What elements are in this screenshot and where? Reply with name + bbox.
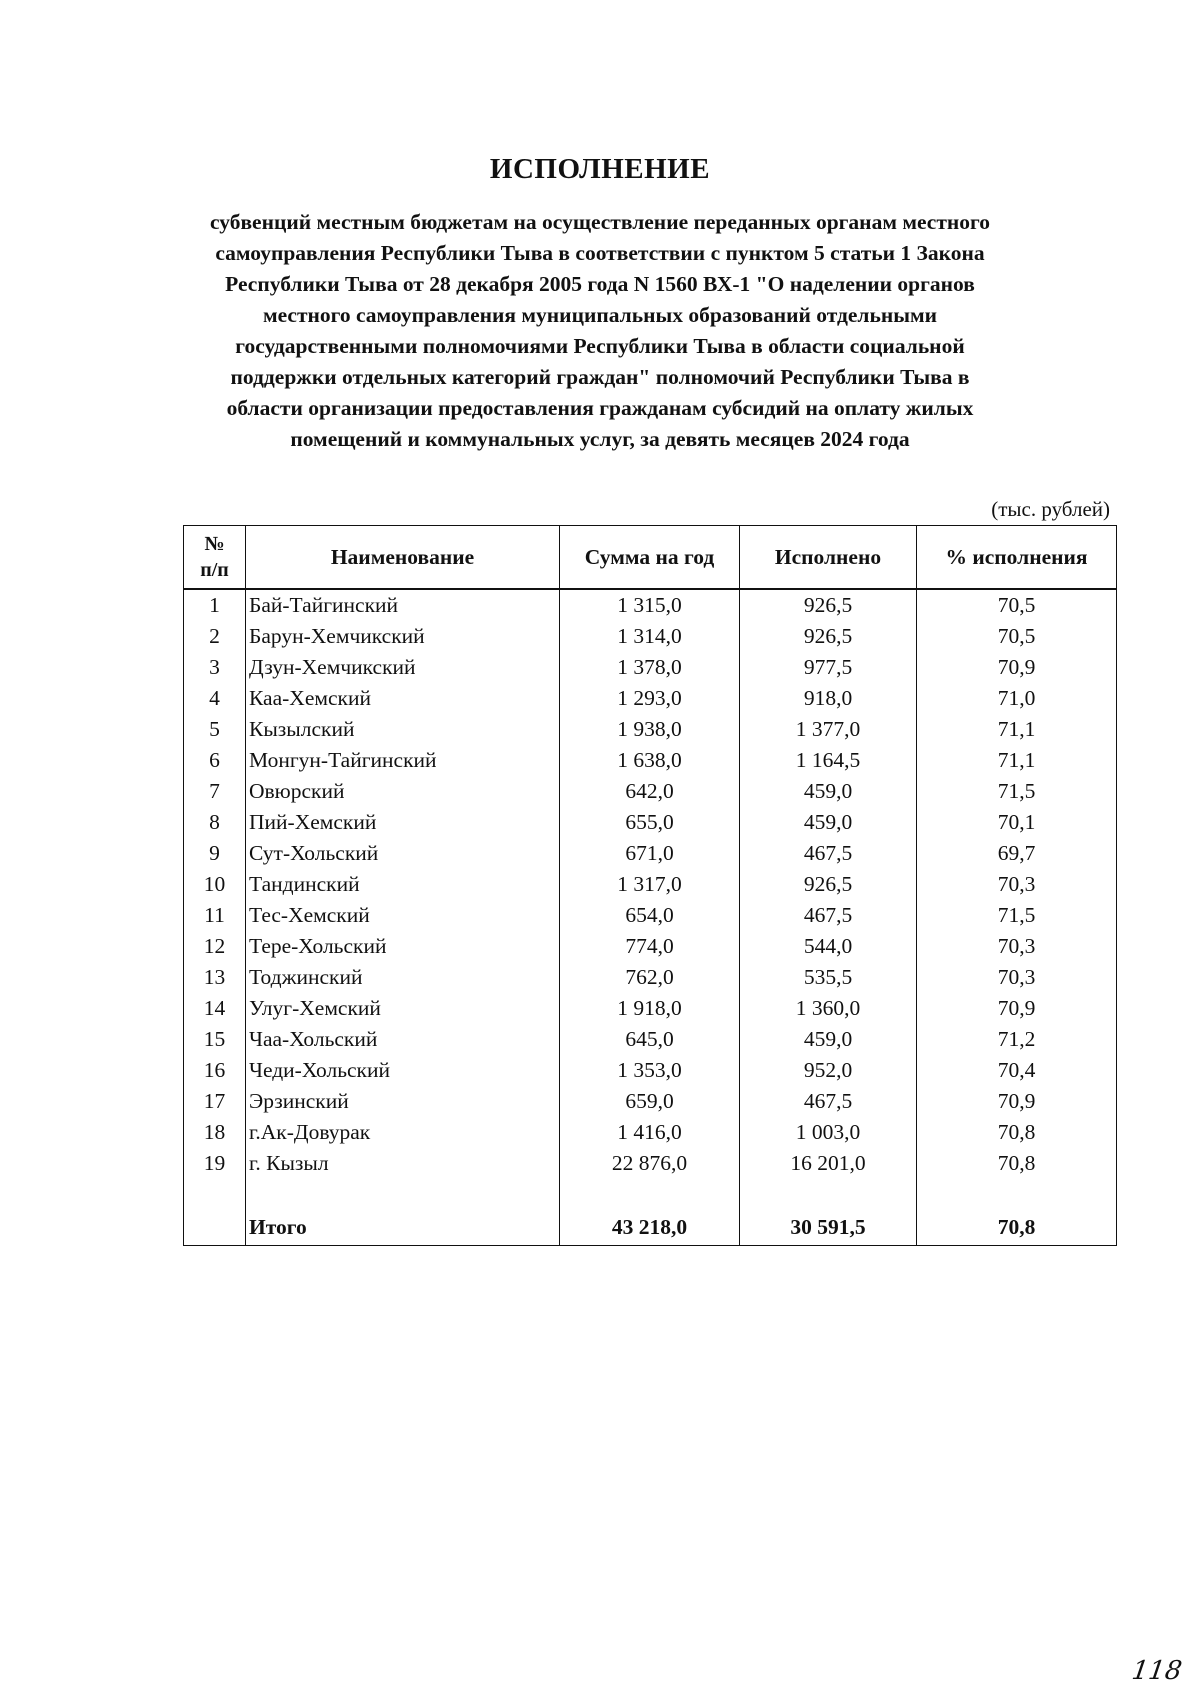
row-number: 7 xyxy=(184,776,246,807)
table-row xyxy=(184,1024,1117,1055)
subtitle-line: помещений и коммунальных услуг, за девять месяцев 2024 года xyxy=(290,427,910,451)
table-row xyxy=(184,993,1117,1024)
table-row xyxy=(184,838,1117,869)
row-pct: 69,7 xyxy=(917,838,1117,869)
table-row xyxy=(184,589,1117,621)
row-number: 18 xyxy=(184,1117,246,1148)
row-number: 17 xyxy=(184,1086,246,1117)
table-row xyxy=(184,621,1117,652)
total-num-cell xyxy=(184,1209,246,1246)
row-name: Бай-Тайгинский xyxy=(246,589,560,621)
row-name: Сут-Хольский xyxy=(246,838,560,869)
total-pct: 70,8 xyxy=(917,1209,1117,1246)
row-pct: 70,1 xyxy=(917,807,1117,838)
subtitle-line: государственными полномочиями Республики Тыва в области социальной xyxy=(235,334,965,358)
subtitle-line: поддержки отдельных категорий граждан" полномочий Республики Тыва в xyxy=(230,365,970,389)
table-spacer-row xyxy=(184,1179,1117,1209)
row-done: 459,0 xyxy=(740,1024,917,1055)
header-sum: Сумма на год xyxy=(560,526,740,590)
row-pct: 70,4 xyxy=(917,1055,1117,1086)
row-number: 8 xyxy=(184,807,246,838)
page-title: ИСПОЛНЕНИЕ xyxy=(489,153,711,185)
row-done: 535,5 xyxy=(740,962,917,993)
row-name: Овюрский xyxy=(246,776,560,807)
header-number xyxy=(184,526,246,590)
row-pct: 70,3 xyxy=(917,931,1117,962)
row-pct: 71,5 xyxy=(917,900,1117,931)
row-done: 16 201,0 xyxy=(740,1148,917,1179)
row-done: 459,0 xyxy=(740,807,917,838)
row-name: Кызылский xyxy=(246,714,560,745)
table-row xyxy=(184,714,1117,745)
row-pct: 71,1 xyxy=(917,714,1117,745)
row-number: 9 xyxy=(184,838,246,869)
row-number: 19 xyxy=(184,1148,246,1179)
row-name: г. Кызыл xyxy=(246,1148,560,1179)
units-note: (тыс. рублей) xyxy=(991,497,1110,521)
row-name: Тере-Хольский xyxy=(246,931,560,962)
row-pct: 70,3 xyxy=(917,869,1117,900)
row-pct: 71,5 xyxy=(917,776,1117,807)
row-number: 4 xyxy=(184,683,246,714)
row-name: Тес-Хемский xyxy=(246,900,560,931)
row-pct: 70,9 xyxy=(917,993,1117,1024)
row-name: Эрзинский xyxy=(246,1086,560,1117)
row-sum: 671,0 xyxy=(560,838,740,869)
header-done: Исполнено xyxy=(740,526,917,590)
row-sum: 654,0 xyxy=(560,900,740,931)
row-done: 952,0 xyxy=(740,1055,917,1086)
row-number: 11 xyxy=(184,900,246,931)
table-header-row xyxy=(184,526,1117,590)
row-number: 10 xyxy=(184,869,246,900)
row-sum: 1 317,0 xyxy=(560,869,740,900)
spacer-cell xyxy=(917,1179,1117,1209)
row-sum: 659,0 xyxy=(560,1086,740,1117)
table-row xyxy=(184,1086,1117,1117)
row-pct: 71,1 xyxy=(917,745,1117,776)
row-number: 5 xyxy=(184,714,246,745)
row-sum: 22 876,0 xyxy=(560,1148,740,1179)
row-number: 6 xyxy=(184,745,246,776)
table-row xyxy=(184,962,1117,993)
row-sum: 1 314,0 xyxy=(560,621,740,652)
header-pct: % исполнения xyxy=(917,526,1117,590)
subtitle-line: области организации предоставления гражданам субсидий на оплату жилых xyxy=(226,396,974,420)
row-number: 15 xyxy=(184,1024,246,1055)
row-done: 467,5 xyxy=(740,838,917,869)
row-number: 3 xyxy=(184,652,246,683)
header-name: Наименование xyxy=(246,526,560,590)
row-pct: 70,5 xyxy=(917,621,1117,652)
table-row xyxy=(184,869,1117,900)
row-name: Каа-Хемский xyxy=(246,683,560,714)
row-pct: 70,8 xyxy=(917,1148,1117,1179)
row-sum: 655,0 xyxy=(560,807,740,838)
row-sum: 642,0 xyxy=(560,776,740,807)
subtitle-line: местного самоуправления муниципальных образований отдельными xyxy=(262,303,938,327)
spacer-cell xyxy=(740,1179,917,1209)
row-sum: 762,0 xyxy=(560,962,740,993)
table-row xyxy=(184,900,1117,931)
row-sum: 774,0 xyxy=(560,931,740,962)
row-number: 12 xyxy=(184,931,246,962)
row-sum: 645,0 xyxy=(560,1024,740,1055)
table-row xyxy=(184,776,1117,807)
row-name: Тоджинский xyxy=(246,962,560,993)
row-name: Барун-Хемчикский xyxy=(246,621,560,652)
row-done: 918,0 xyxy=(740,683,917,714)
row-name: Чеди-Хольский xyxy=(246,1055,560,1086)
row-name: г.Ак-Довурак xyxy=(246,1117,560,1148)
row-pct: 70,3 xyxy=(917,962,1117,993)
document-subtitle xyxy=(175,207,1025,455)
table-row xyxy=(184,1117,1117,1148)
spacer-cell xyxy=(246,1179,560,1209)
row-number: 13 xyxy=(184,962,246,993)
row-pct: 70,5 xyxy=(917,589,1117,621)
subtitle-line: субвенций местным бюджетам на осуществление переданных органам местного xyxy=(209,210,991,234)
row-sum: 1 315,0 xyxy=(560,589,740,621)
header-number-abbr: п/п xyxy=(200,559,229,581)
row-done: 926,5 xyxy=(740,869,917,900)
table-row xyxy=(184,683,1117,714)
row-done: 467,5 xyxy=(740,900,917,931)
header-number-symbol: № xyxy=(204,533,225,555)
row-sum: 1 378,0 xyxy=(560,652,740,683)
table-total-row xyxy=(184,1209,1117,1246)
row-name: Улуг-Хемский xyxy=(246,993,560,1024)
row-sum: 1 938,0 xyxy=(560,714,740,745)
execution-table xyxy=(183,525,1117,1246)
row-name: Дзун-Хемчикский xyxy=(246,652,560,683)
row-pct: 71,0 xyxy=(917,683,1117,714)
row-pct: 71,2 xyxy=(917,1024,1117,1055)
table-row xyxy=(184,745,1117,776)
row-sum: 1 353,0 xyxy=(560,1055,740,1086)
row-done: 1 164,5 xyxy=(740,745,917,776)
row-sum: 1 293,0 xyxy=(560,683,740,714)
row-done: 544,0 xyxy=(740,931,917,962)
spacer-cell xyxy=(184,1179,246,1209)
subtitle-line: самоуправления Республики Тыва в соответствии с пунктом 5 статьи 1 Закона xyxy=(215,241,985,265)
total-label: Итого xyxy=(246,1209,560,1246)
row-done: 977,5 xyxy=(740,652,917,683)
row-done: 926,5 xyxy=(740,621,917,652)
row-done: 459,0 xyxy=(740,776,917,807)
table-row xyxy=(184,807,1117,838)
row-pct: 70,9 xyxy=(917,652,1117,683)
page-number: 118 xyxy=(1130,1656,1185,1686)
row-name: Чаа-Хольский xyxy=(246,1024,560,1055)
table-row xyxy=(184,931,1117,962)
row-pct: 70,8 xyxy=(917,1117,1117,1148)
subtitle-line: Республики Тыва от 28 декабря 2005 года N 1560 ВХ-1 "О наделении органов xyxy=(225,272,975,296)
row-done: 467,5 xyxy=(740,1086,917,1117)
table-row xyxy=(184,1055,1117,1086)
row-done: 1 360,0 xyxy=(740,993,917,1024)
row-number: 1 xyxy=(184,589,246,621)
row-done: 1 377,0 xyxy=(740,714,917,745)
table-row xyxy=(184,1148,1117,1179)
row-sum: 1 918,0 xyxy=(560,993,740,1024)
row-sum: 1 416,0 xyxy=(560,1117,740,1148)
row-name: Монгун-Тайгинский xyxy=(246,745,560,776)
row-number: 16 xyxy=(184,1055,246,1086)
spacer-cell xyxy=(560,1179,740,1209)
row-number: 14 xyxy=(184,993,246,1024)
total-sum: 43 218,0 xyxy=(560,1209,740,1246)
total-done: 30 591,5 xyxy=(740,1209,917,1246)
row-done: 926,5 xyxy=(740,589,917,621)
row-done: 1 003,0 xyxy=(740,1117,917,1148)
row-sum: 1 638,0 xyxy=(560,745,740,776)
table-row xyxy=(184,652,1117,683)
row-name: Тандинский xyxy=(246,869,560,900)
row-number: 2 xyxy=(184,621,246,652)
row-pct: 70,9 xyxy=(917,1086,1117,1117)
row-name: Пий-Хемский xyxy=(246,807,560,838)
